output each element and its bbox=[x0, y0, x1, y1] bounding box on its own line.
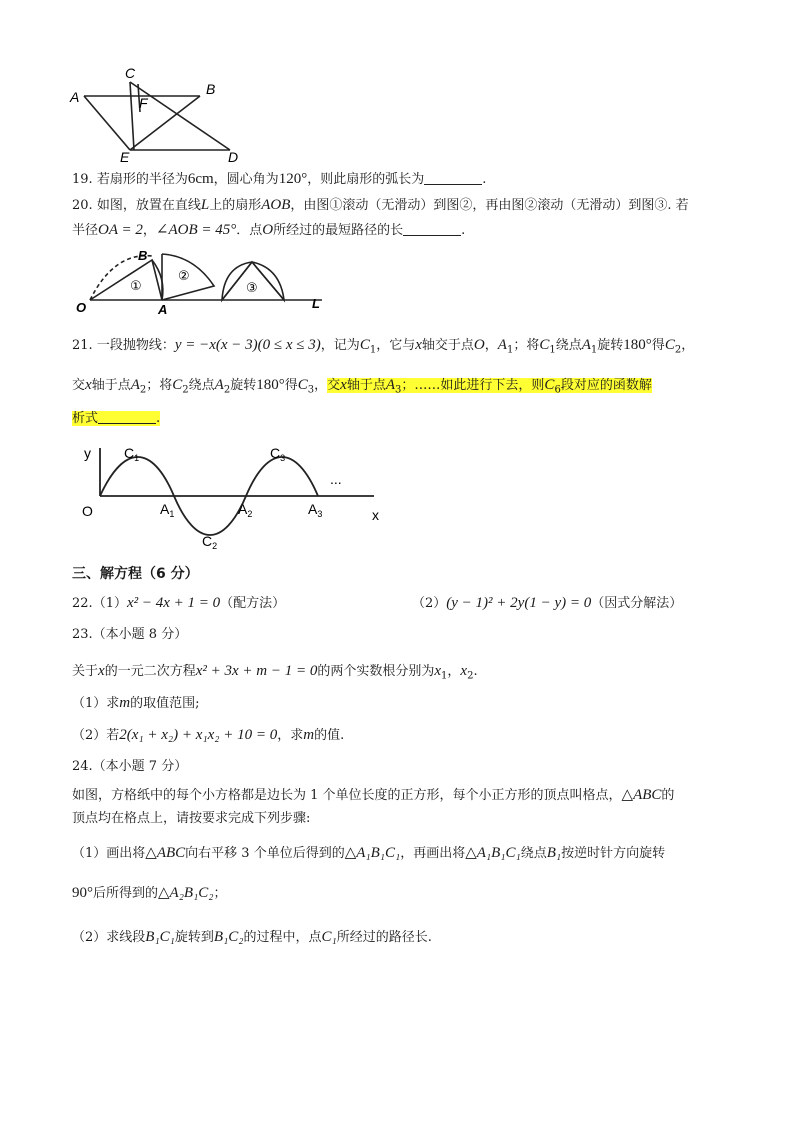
highlighted-text: 析式 . bbox=[72, 411, 161, 426]
question-23-stem: 关于x的一元二次方程x² + 3x + m − 1 = 0的两个实数根分别为$x_1$，$x_2$. bbox=[72, 663, 478, 682]
fig18-label-e: E bbox=[120, 149, 130, 164]
fig21-label-a2: $A_2$ bbox=[238, 501, 253, 519]
question-24-part2: （2）求线段B₁C₁旋转到B₁C₂的过程中，点C₁所经过的路径长. bbox=[72, 929, 432, 945]
question-24-heading: 24.（本小题 7 分） bbox=[72, 759, 188, 774]
fig21-label-c2: $C_2$ bbox=[202, 533, 218, 551]
answer-blank[interactable] bbox=[424, 170, 482, 185]
question-24-line2: 顶点均在格点上，请按要求完成下列步骤: bbox=[72, 811, 311, 826]
fig21-label-c1: $C_1$ bbox=[124, 445, 140, 463]
fig21-label-o: O bbox=[82, 503, 93, 519]
question-22: 22.（1）x² − 4x + 1 = 0（配方法） bbox=[72, 595, 286, 611]
question-22-part2: （2）(y − 1)² + 2y(1 − y) = 0（因式分解法） bbox=[412, 595, 683, 611]
fig18-label-c: C bbox=[125, 65, 136, 81]
figure-q20 bbox=[74, 248, 334, 316]
question-23-heading: 23.（本小题 8 分） bbox=[72, 627, 188, 642]
question-20-line1: 20. 如图，放置在直线L上的扇形AOB，由图①滚动（无滑动）到图②，再由图②滚动（无滑动）到图③. 若 bbox=[72, 197, 689, 213]
question-24-part1-cont: 90°后所得到的△A₂B₁C₂； bbox=[72, 885, 227, 901]
fig18-label-f: F bbox=[139, 95, 148, 111]
fig21-label-c3: $C_3$ bbox=[270, 445, 286, 463]
fig18-label-b: B bbox=[206, 81, 216, 97]
fig21-label-a1: $A_1$ bbox=[160, 501, 175, 519]
fig21-label-dots: ... bbox=[330, 471, 342, 487]
fig20-circle-2: ② bbox=[178, 268, 190, 283]
fig21-label-a3: $A_3$ bbox=[308, 501, 323, 519]
fig18-label-a: A bbox=[70, 89, 80, 105]
section-title: 三、解方程（6 分） bbox=[72, 566, 199, 582]
fig21-label-y: y bbox=[84, 445, 91, 461]
fig20-label-b: B bbox=[138, 248, 148, 263]
fig20-circle-1: ① bbox=[130, 278, 142, 293]
answer-blank[interactable] bbox=[98, 409, 156, 424]
question-21-line2: 交x轴于点$A_2$；将$C_2$绕点$A_2$旋转180°得$C_3$，交x轴于点$A_3$；……如此进行下去，则$C_6$段对应的函数解 bbox=[72, 377, 652, 396]
question-19: 19. 若扇形的半径为6cm，圆心角为120°，则此扇形的弧长为 . bbox=[72, 171, 487, 187]
question-24-line1: 如图，方格纸中的每个小方格都是边长为 1 个单位长度的正方形，每个小正方形的顶点叫格点，△ABC的 bbox=[72, 787, 675, 803]
answer-blank[interactable] bbox=[403, 221, 461, 236]
highlighted-text: 交x轴于点$A_3$；……如此进行下去，则$C_6$段对应的函数解 bbox=[327, 377, 652, 396]
question-23-part2: （2）若2(x₁ + x₂) + x₁x₂ + 10 = 0，求m的值. bbox=[72, 727, 345, 743]
question-23-part1: （1）求m的取值范围; bbox=[72, 695, 200, 711]
fig20-label-l: L bbox=[312, 296, 320, 311]
question-21-line1: 21. 一段抛物线：y = −x(x − 3)(0 ≤ x ≤ 3)，记为$C_1$，它与x轴交于点O，$A_1$；将$C_1$绕点$A_1$旋转180°得$C_2$， bbox=[72, 337, 695, 356]
fig21-label-x: x bbox=[372, 507, 379, 523]
fig20-label-a: A bbox=[158, 302, 168, 316]
figure-q21 bbox=[74, 440, 394, 552]
question-21-line3 bbox=[72, 408, 160, 430]
fig18-label-d: D bbox=[228, 149, 239, 164]
question-24-part1: （1）画出将△ABC向右平移 3 个单位后得到的△A₁B₁C₁，再画出将△A₁B₁C₁绕点B₁按逆时针方向旋转 bbox=[72, 845, 666, 861]
figure-q18 bbox=[68, 62, 258, 164]
fig20-label-o: O bbox=[76, 300, 87, 315]
fig20-circle-3: ③ bbox=[246, 280, 258, 295]
question-20-line2: 半径OA = 2，∠AOB = 45°．点O所经过的最短路径的长 . bbox=[72, 222, 466, 238]
